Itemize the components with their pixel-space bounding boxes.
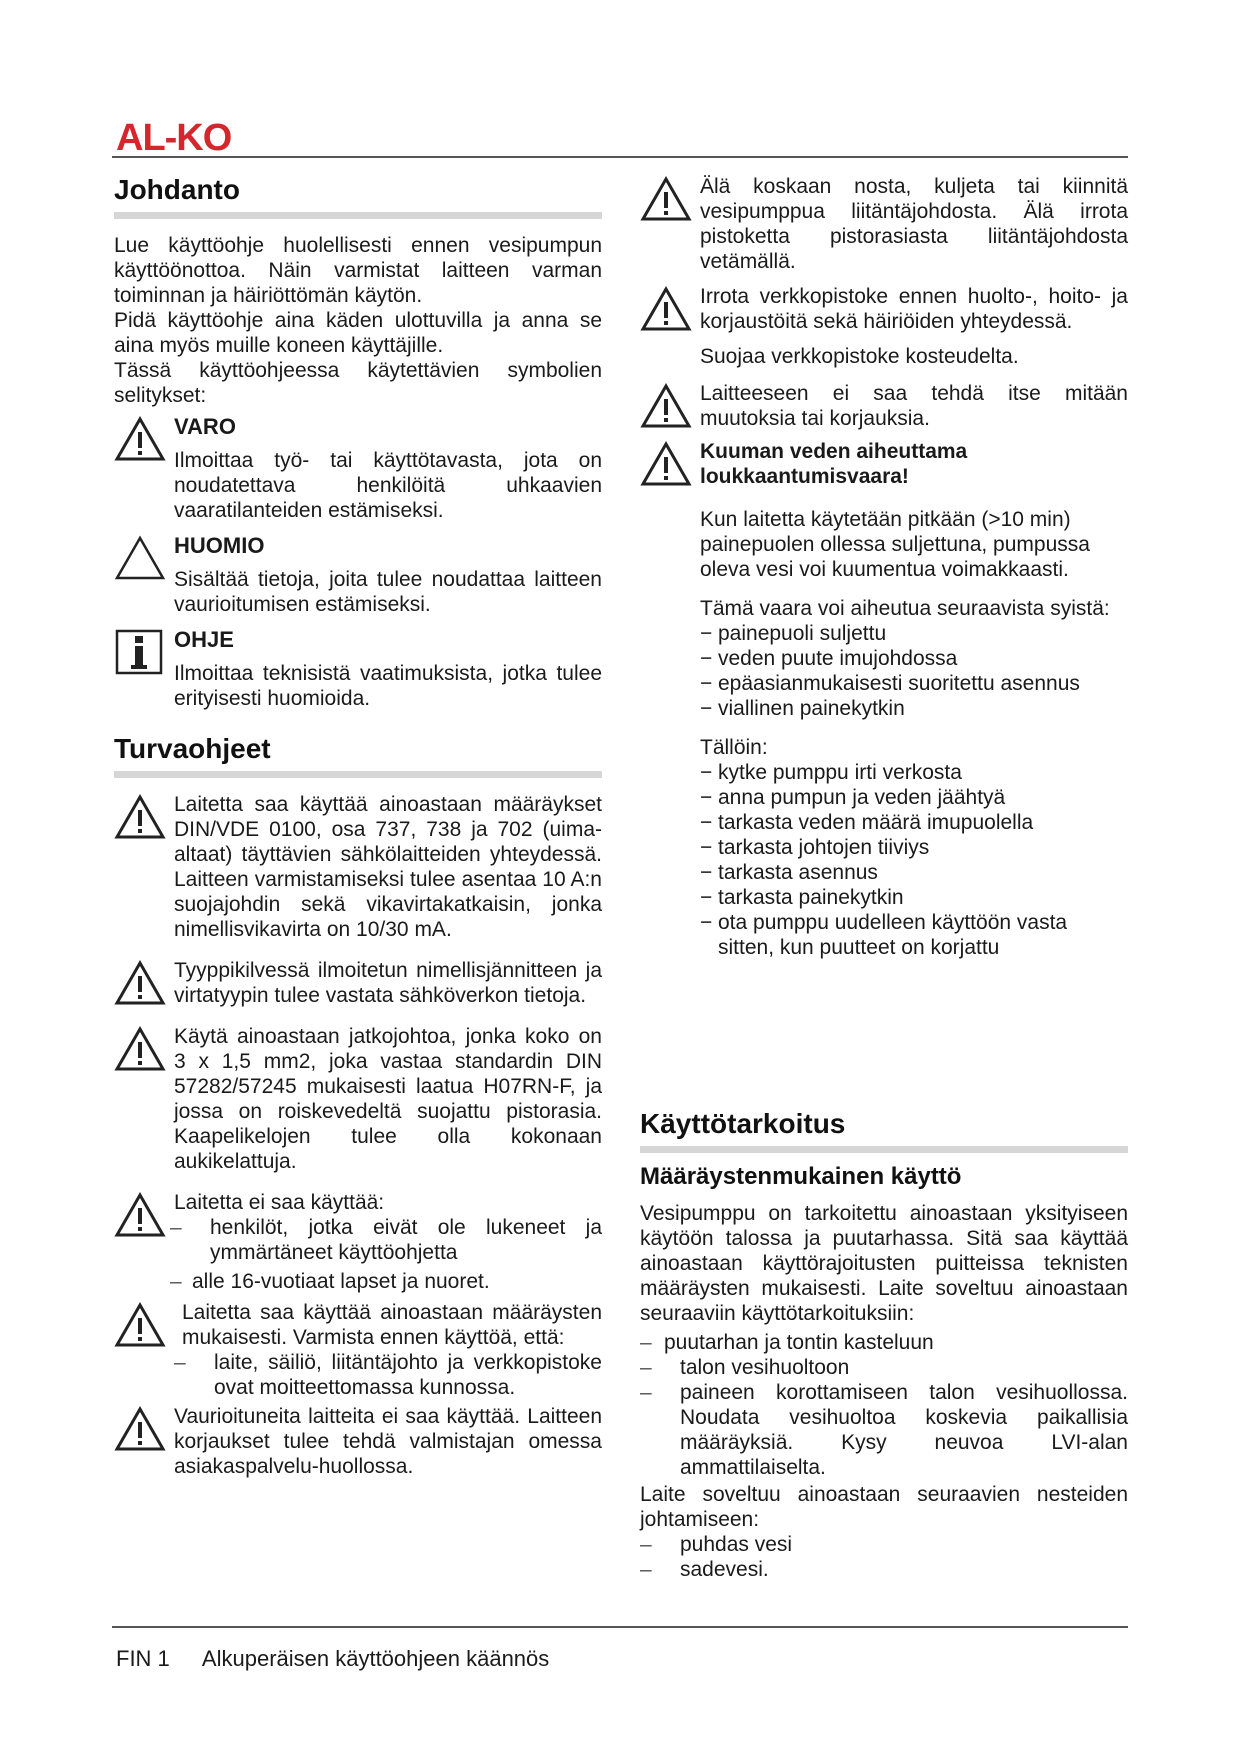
causes-list bbox=[700, 621, 1128, 721]
causes-intro: Tämä vaara voi aiheutua seuraavista syistä: bbox=[700, 597, 1110, 620]
hot-water-body bbox=[700, 507, 1128, 960]
footer-rule bbox=[112, 1626, 1128, 1628]
ensure-intro: Laitetta saa käyttää ainoastaan määräysten mukaisesti. Varmista ennen käyttöä, että: bbox=[182, 1301, 602, 1349]
intro-title: Johdanto bbox=[114, 174, 240, 205]
hot-water-text: Kun laitetta käytetään pitkään (>10 min) painepuolen ollessa suljettuna, pumpussa oleva vesi voi kuumentua voimakkaasti. bbox=[700, 508, 1090, 581]
warning-triangle-icon bbox=[114, 416, 166, 462]
safety-text-1: Laitetta saa käyttää ainoastaan määräykset DIN/VDE 0100, osa 737, 738 ja 702 (uima-altaat) täyttävien sähkölaitteiden yhteydessä. Laitteen varmistamiseksi tulee asentaa 10 A:n suojajohdin sekä vikavirtakatkaisin, jonka nimellisvikavirta on 10/30 mA. bbox=[174, 793, 602, 941]
warning-triangle-icon bbox=[640, 383, 692, 429]
list-item: – alle 16-vuotiaat lapset ja nuoret. bbox=[170, 1269, 602, 1294]
footer-note: Alkuperäisen käyttöohjeen käännös bbox=[201, 1646, 550, 1671]
warning-unplug bbox=[640, 284, 1128, 334]
no-changes-text: Laitteeseen ei saa tehdä itse mitään muutoksia tai korjauksia. bbox=[700, 382, 1128, 430]
safety-title: Turvaohjeet bbox=[114, 733, 271, 764]
purpose-title-bar bbox=[640, 1146, 1128, 1153]
symbol-text-ohje: Ilmoittaa teknisistä vaatimuksista, jotka tulee erityisesti huomioida. bbox=[174, 662, 602, 710]
list-item: − veden puute imujohdossa bbox=[700, 646, 1128, 671]
list-item: − painepuoli suljettu bbox=[700, 621, 1128, 646]
purpose-title: Käyttötarkoitus bbox=[640, 1108, 846, 1139]
symbol-ohje bbox=[114, 627, 602, 711]
list-item: – talon vesihuoltoon bbox=[640, 1355, 1128, 1380]
safety-title-bar bbox=[114, 771, 602, 778]
symbol-huomio bbox=[114, 533, 602, 617]
warning-triangle-icon bbox=[114, 794, 166, 840]
purpose-section bbox=[640, 1108, 1128, 1582]
list-item: – paineen korottamiseen talon vesihuollossa. Noudata vesihuoltoa koskevia paikallisia määräyksiä. Kysy neuvoa LVI-alan ammattilaiselta. bbox=[640, 1380, 1128, 1480]
intro-title-bar bbox=[114, 212, 602, 219]
list-item: – laite, säiliö, liitäntäjohto ja verkkopistoke ovat moitteettomassa kunnossa. bbox=[174, 1350, 602, 1400]
safety-item-1 bbox=[114, 792, 602, 942]
safety-ensure bbox=[114, 1300, 602, 1400]
info-icon bbox=[114, 629, 166, 675]
warning-triangle-icon bbox=[114, 1406, 166, 1452]
then-intro: Tällöin: bbox=[700, 736, 768, 759]
list-item: – sadevesi. bbox=[640, 1557, 1128, 1582]
caution-triangle-icon bbox=[114, 535, 166, 581]
purpose-text: Vesipumppu on tarkoitettu ainoastaan yksityiseen käytöön talossa ja puutarhassa. Sitä saa käyttää ainoastaan käyttörajoitusten puitteissa teknisten määräysten mukaisesti. Laite soveltuu ainoastaan seuraaviin käyttötarkoituksiin: bbox=[640, 1202, 1128, 1325]
left-column bbox=[114, 174, 602, 1495]
warning-triangle-icon bbox=[114, 1026, 166, 1072]
page-number: FIN 1 bbox=[116, 1646, 170, 1671]
safety-item-3 bbox=[114, 1024, 602, 1174]
header-rule bbox=[112, 156, 1128, 158]
uses-list bbox=[640, 1330, 1128, 1480]
warning-triangle-icon bbox=[640, 286, 692, 332]
safety-text-2: Tyyppikilvessä ilmoitetun nimellisjännitteen ja virtatyypin tulee vastata sähköverkon tietoja. bbox=[174, 959, 602, 1007]
hot-water-title: Kuuman veden aiheuttama loukkaantumisvaara! bbox=[700, 440, 968, 488]
intro-paragraph-2: Pidä käyttöohje aina käden ulottuvilla ja anna se aina myös muille koneen käyttäjille. bbox=[114, 309, 602, 357]
al-ko-logo bbox=[116, 116, 252, 156]
logo-text: AL-KO bbox=[116, 117, 232, 156]
list-item: − viallinen painekytkin bbox=[700, 696, 1128, 721]
damaged-text: Vaurioituneita laitteita ei saa käyttää. Laitteen korjaukset tulee tehdä valmistajan omessa asiakaspalvelu-huollossa. bbox=[174, 1405, 602, 1478]
symbol-label-huomio: HUOMIO bbox=[174, 533, 265, 558]
intro-paragraph-1: Lue käyttöohje huolellisesti ennen vesipumpun käyttöönottoa. Näin varmistat laitteen varman toiminnan ja häiriöttömän käytön. bbox=[114, 234, 602, 307]
hot-water-warning bbox=[640, 439, 1128, 497]
list-item: − tarkasta veden määrä imupuolella bbox=[700, 810, 1128, 835]
then-list bbox=[700, 760, 1128, 960]
warning-triangle-icon bbox=[114, 1302, 166, 1348]
list-item: − epäasianmukaisesti suoritettu asennus bbox=[700, 671, 1128, 696]
warning-triangle-icon bbox=[640, 176, 692, 222]
list-item: – puhdas vesi bbox=[640, 1532, 1128, 1557]
list-item: − tarkasta painekytkin bbox=[700, 885, 1128, 910]
warning-cable bbox=[640, 174, 1128, 274]
list-item: − tarkasta asennus bbox=[700, 860, 1128, 885]
not-allowed-list bbox=[170, 1215, 602, 1294]
symbol-label-varo: VARO bbox=[174, 414, 236, 439]
warning-triangle-icon bbox=[640, 441, 692, 487]
warning-triangle-icon bbox=[114, 960, 166, 1006]
safety-item-2 bbox=[114, 958, 602, 1008]
warning-cable-text: Älä koskaan nosta, kuljeta tai kiinnitä vesipumppua liitäntäjohdosta. Älä irrota pistoketta pistorasiasta liitäntäjohdosta vetämällä. bbox=[700, 175, 1128, 273]
list-item: − anna pumpun ja veden jäähtyä bbox=[700, 785, 1128, 810]
warning-triangle-icon bbox=[114, 1192, 166, 1238]
symbol-varo bbox=[114, 414, 602, 523]
footer bbox=[116, 1646, 549, 1672]
intro-paragraph-3: Tässä käyttöohjeessa käytettävien symbolien selitykset: bbox=[114, 359, 602, 407]
list-item: − kytke pumppu irti verkosta bbox=[700, 760, 1128, 785]
moisture-text: Suojaa verkkopistoke kosteudelta. bbox=[700, 345, 1019, 368]
symbol-text-huomio: Sisältää tietoja, joita tulee noudattaa laitteen vaurioitumisen estämiseksi. bbox=[174, 568, 602, 616]
purpose-subtitle: Määräystenmukainen käyttö bbox=[640, 1163, 962, 1190]
safety-text-3: Käytä ainoastaan jatkojohtoa, jonka koko on 3 x 1,5 mm2, joka vastaa standardin DIN 57282/57245 mukaisesti laatua H07RN-F, ja jossa on roiskevedeltä suojattu pistorasia. Kaapelikelojen tulee olla kokonaan aukikelattuja. bbox=[174, 1025, 602, 1173]
warning-no-changes bbox=[640, 381, 1128, 431]
safety-damaged bbox=[114, 1404, 602, 1479]
list-item: − tarkasta johtojen tiiviys bbox=[700, 835, 1128, 860]
not-allowed-intro: Laitetta ei saa käyttää: bbox=[174, 1191, 385, 1214]
list-item: – henkilöt, jotka eivät ole lukeneet ja ymmärtäneet käyttöohjetta bbox=[170, 1215, 602, 1265]
symbol-label-ohje: OHJE bbox=[174, 627, 234, 652]
liquids-list bbox=[640, 1532, 1128, 1582]
warning-unplug-text: Irrota verkkopistoke ennen huolto-, hoito- ja korjaustöitä sekä häiriöiden yhteydessä. bbox=[700, 285, 1128, 333]
list-item: – puutarhan ja tontin kasteluun bbox=[640, 1330, 1128, 1355]
safety-not-allowed bbox=[114, 1190, 602, 1294]
liquids-intro: Laite soveltuu ainoastaan seuraavien nesteiden johtamiseen: bbox=[640, 1483, 1128, 1531]
ensure-list bbox=[174, 1350, 602, 1400]
right-column bbox=[640, 174, 1128, 960]
symbol-text-varo: Ilmoittaa työ- tai käyttötavasta, jota on noudatettava henkilöitä uhkaavien vaaratilanteiden estämiseksi. bbox=[174, 449, 602, 522]
list-item: − ota pumppu uudelleen käyttöön vasta sitten, kun puutteet on korjattu bbox=[700, 910, 1128, 960]
